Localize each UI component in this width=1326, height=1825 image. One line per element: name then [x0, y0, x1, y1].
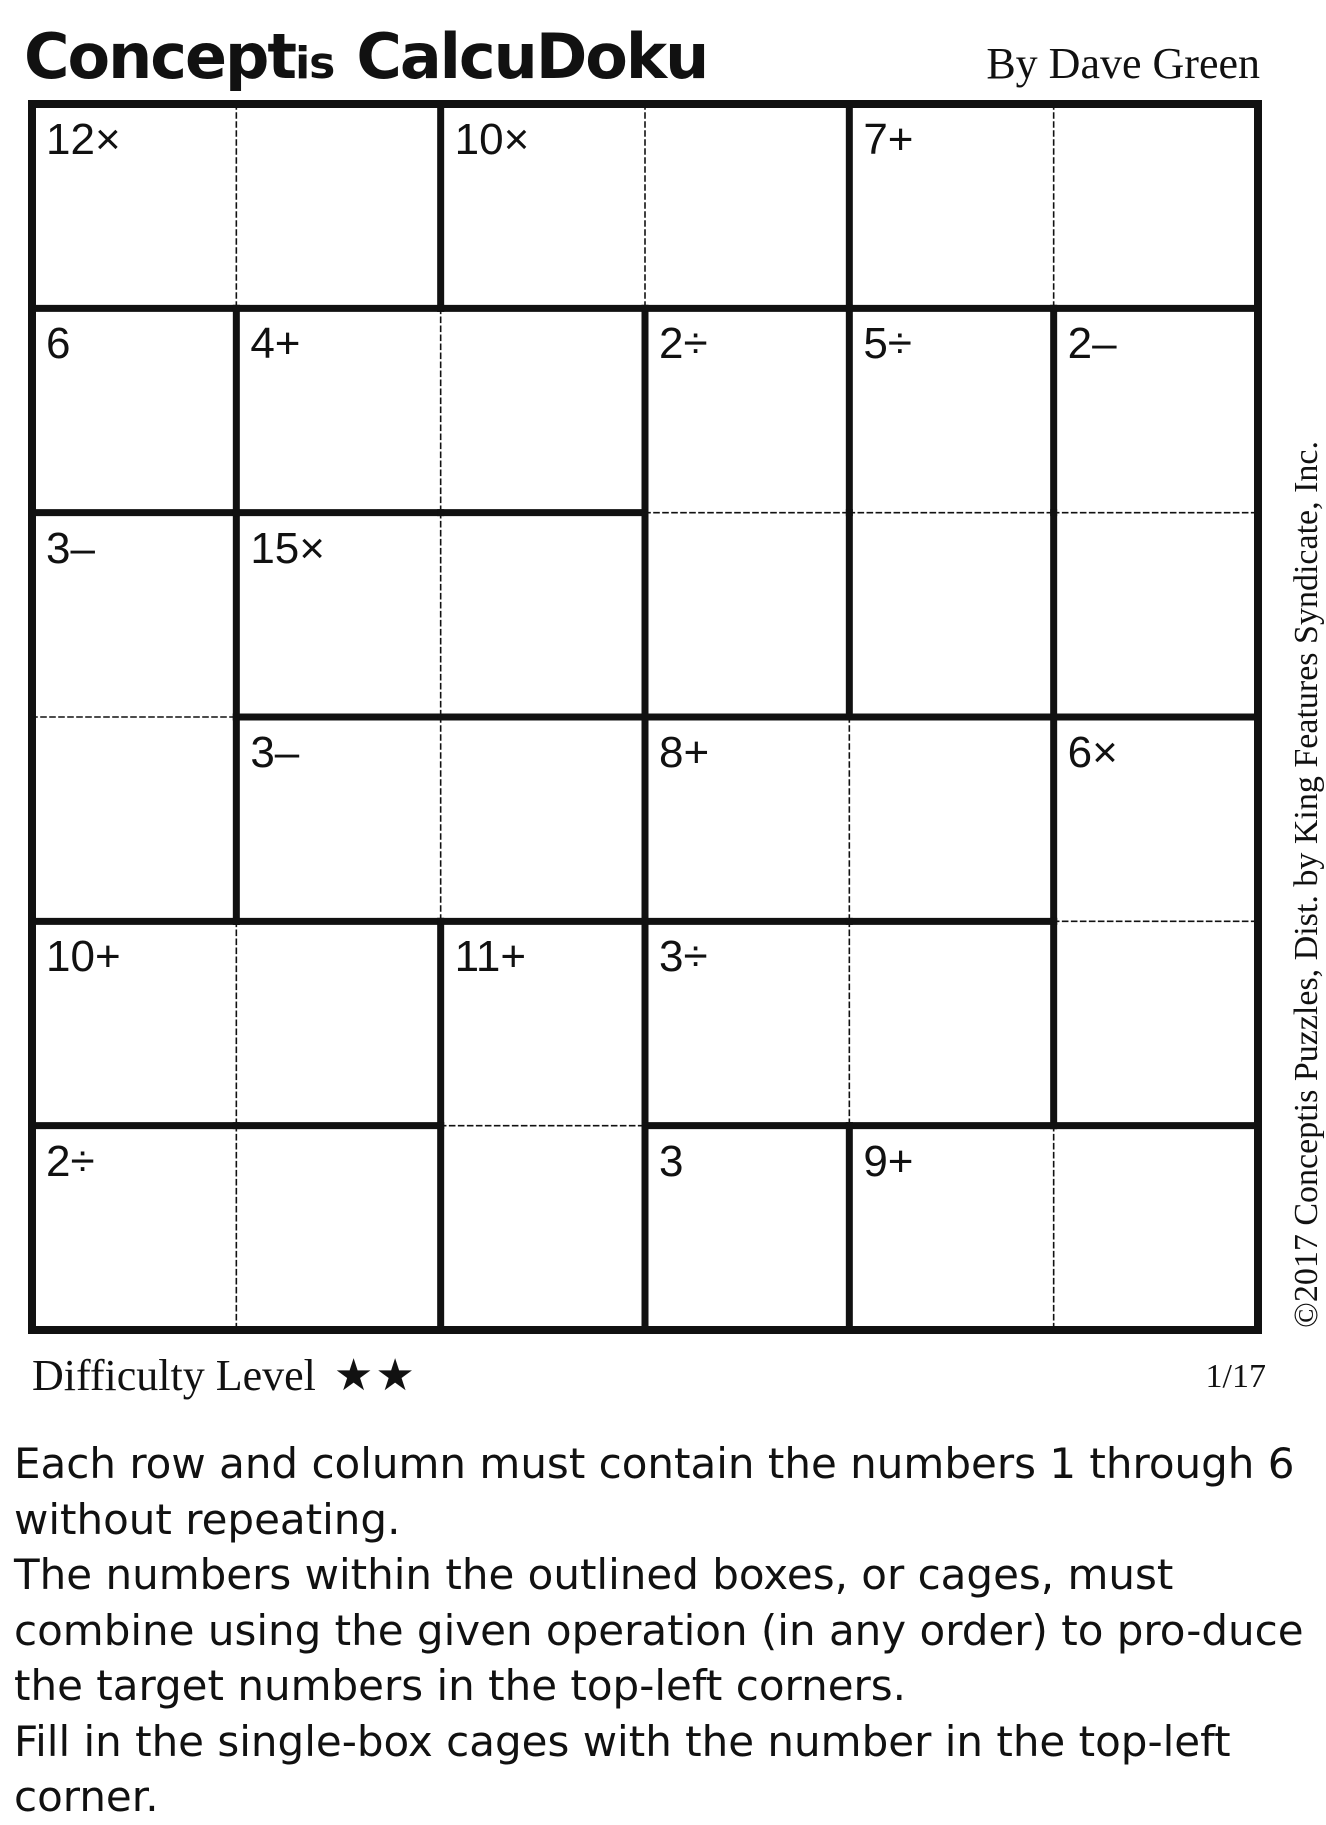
grid-cell-r4c6[interactable]: [1054, 717, 1258, 921]
cage-clue: 3–: [46, 523, 95, 573]
grid-cell-r6c5[interactable]: [849, 1126, 1053, 1330]
cage-clue: 7+: [863, 115, 914, 164]
cage-clue: 3–: [250, 728, 300, 777]
copyright-notice: ©2017 Conceptis Puzzles, Dist. by King Features Syndicate, Inc.: [1288, 440, 1325, 1328]
cage-clue: 2÷: [46, 1136, 95, 1186]
grid-cell-r1c4[interactable]: [645, 104, 849, 308]
cage-clue: 3÷: [659, 932, 708, 982]
grid-cell-r2c2[interactable]: [236, 308, 440, 512]
grid-cell-r4c5[interactable]: [849, 717, 1053, 921]
grid-cell-r4c2[interactable]: [236, 717, 440, 921]
grid-cell-r2c6[interactable]: [1054, 308, 1258, 512]
grid-cell-r3c5[interactable]: [849, 513, 1053, 717]
difficulty-stars: ★★: [333, 1350, 417, 1401]
grid-cell-r6c1[interactable]: [32, 1126, 236, 1330]
grid-cell-r1c3[interactable]: [441, 104, 645, 308]
cage-clue: 8+: [659, 728, 710, 777]
grid-cell-r5c2[interactable]: [236, 921, 440, 1125]
grid-cell-r2c4[interactable]: [645, 308, 849, 512]
grid-cell-r2c3[interactable]: [441, 308, 645, 512]
grid-cell-r1c6[interactable]: [1054, 104, 1258, 308]
grid-cell-r3c3[interactable]: [441, 513, 645, 717]
cage-clue: 6×: [1067, 728, 1118, 777]
brand-name: Conceptis: [24, 20, 335, 93]
grid-cell-r2c5[interactable]: [849, 308, 1053, 512]
grid-cell-r5c6[interactable]: [1054, 921, 1258, 1125]
grid-cell-r1c2[interactable]: [236, 104, 440, 308]
cage-clue: 12×: [46, 115, 121, 164]
grid-cell-r3c4[interactable]: [645, 513, 849, 717]
grid-cell-r6c4[interactable]: [645, 1126, 849, 1330]
grid-cell-r4c3[interactable]: [441, 717, 645, 921]
puzzle-name: CalcuDoku: [356, 20, 708, 93]
grid-cell-r3c1[interactable]: [32, 513, 236, 717]
grid-cell-r4c1[interactable]: [32, 717, 236, 921]
grid-cell-r6c3[interactable]: [441, 1126, 645, 1330]
difficulty-level: [32, 1350, 417, 1401]
puzzle-date: 1/17: [1205, 1358, 1266, 1395]
instructions: [14, 1436, 1314, 1825]
cage-clue: 2÷: [659, 319, 708, 369]
difficulty-label: Difficulty Level: [32, 1351, 316, 1400]
instruction-rows-columns: Each row and column must contain the numbers 1 through 6 without repeating.: [14, 1439, 1295, 1544]
cage-clue: 10+: [46, 932, 121, 982]
grid-cell-r3c6[interactable]: [1054, 513, 1258, 717]
grid-cell-r5c3[interactable]: [441, 921, 645, 1125]
grid-cell-r6c6[interactable]: [1054, 1126, 1258, 1330]
cage-clue: 6: [46, 319, 71, 369]
cage-clue: 9+: [863, 1136, 914, 1186]
grid-cell-r5c5[interactable]: [849, 921, 1053, 1125]
grid-cell-r1c1[interactable]: [32, 104, 236, 308]
author-byline: By Dave Green: [986, 39, 1260, 88]
cage-clue: 4+: [250, 319, 301, 369]
grid-cell-r5c4[interactable]: [645, 921, 849, 1125]
grid-cell-r1c5[interactable]: [849, 104, 1053, 308]
brand-suffix: is: [295, 38, 335, 89]
cage-clue: 5÷: [863, 319, 912, 369]
cage-clue: 3: [659, 1136, 684, 1186]
grid-cell-r6c2[interactable]: [236, 1126, 440, 1330]
grid-cell-r5c1[interactable]: [32, 921, 236, 1125]
brand-logo: [24, 20, 708, 93]
grid-cell-r2c1[interactable]: [32, 308, 236, 512]
cage-clue: 11+: [454, 932, 527, 982]
cage-clue: 15×: [250, 523, 325, 573]
cage-clue: 10×: [454, 115, 530, 164]
grid-cell-r3c2[interactable]: [236, 513, 440, 717]
instruction-cages: The numbers within the outlined boxes, or cages, must combine using the given operation (in any order) to pro-duce the target numbers in the top-left corners.: [14, 1550, 1304, 1710]
grid-cell-r4c4[interactable]: [645, 717, 849, 921]
puzzle-grid: [32, 104, 1258, 1330]
instruction-single-cages: Fill in the single-box cages with the number in the top-left corner.: [14, 1716, 1231, 1821]
cage-clue: 2–: [1067, 319, 1117, 369]
